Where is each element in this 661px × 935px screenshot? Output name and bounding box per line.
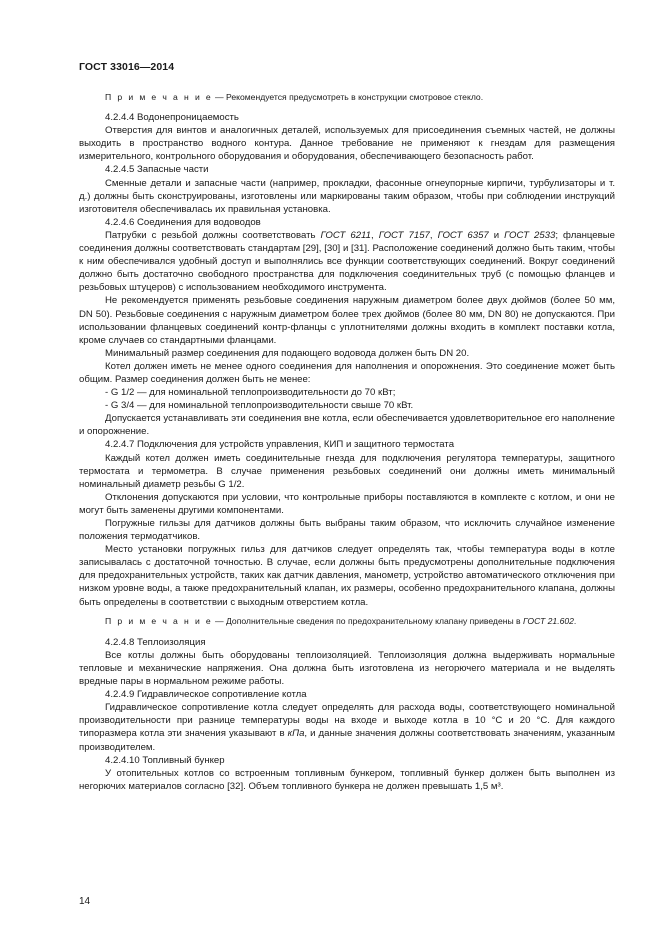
text-span: , и данные значения должны соответствовать значениям, указанным производителем. xyxy=(79,728,615,753)
section-heading: 4.2.4.10 Топливный бункер xyxy=(105,754,225,766)
document-body xyxy=(79,91,615,793)
text-span: , xyxy=(371,229,379,241)
standard-ref: ГОСТ 21.602 xyxy=(523,615,574,626)
section-heading: 4.2.4.4 Водонепроницаемость xyxy=(105,112,239,124)
list-item: - G 3/4 — для номинальной теплопроизводительности свыше 70 кВт. xyxy=(105,400,414,412)
paragraph xyxy=(79,701,615,753)
note xyxy=(79,615,615,628)
unit: кПа xyxy=(287,728,305,740)
paragraph: Минимальный размер соединения для подающего водовода должен быть DN 20. xyxy=(105,347,470,359)
text-span: Гидравлическое сопротивление котла следует определять для расхода воды, соответствующего номинальной производительности при разнице температуры воды на входе и выходе котла в 10 °С и 20 °С. Для каждого типоразмера котла эти значения указывают в xyxy=(79,702,615,740)
paragraph: Отклонения допускаются при условии, что контрольные приборы поставляются в комплекте с котлом, и они не могут быть заменены другими компонентами. xyxy=(79,491,615,516)
standard-ref: ГОСТ 2533 xyxy=(504,229,556,241)
paragraph: Все котлы должны быть оборудованы теплоизоляцией. Теплоизоляция должна выдерживать нормальные тепловые и механические напряжения. Она должна быть изготовлена из негорючего материала и не выделять вредные пары в нормальном режиме работы. xyxy=(79,649,615,688)
text-span: ; фланцевые соединения должны соответствовать стандартам [29], [30] и [31]. Расположение соединений должно быть таким, чтобы к ним обеспечивался удобный доступ и выполнялись все функции соответствующих соединений. Вокруг соединений должно быть достаточно свободного пространства для подключения соединительных труб (с помощью фланцев и резьбовых штуцеров) с использованием необходимого инструмента. xyxy=(79,229,615,294)
text-span: и xyxy=(488,229,505,241)
section-heading: 4.2.4.8 Теплоизоляция xyxy=(105,636,206,648)
standard-ref: ГОСТ 7157 xyxy=(378,229,430,241)
note-text: — Дополнительные сведения по предохранительному клапану приведены в xyxy=(212,615,523,626)
list-item: - G 1/2 — для номинальной теплопроизводительности до 70 кВт; xyxy=(105,387,396,399)
paragraph xyxy=(79,229,615,294)
paragraph: Каждый котел должен иметь соединительные гнезда для подключения регулятора температуры, защитного термостата и термометра. В случае применения резьбовых соединений они должны иметь минимальный номинальный диаметр резьбы G 1/2. xyxy=(79,452,615,490)
paragraph: Не рекомендуется применять резьбовые соединения наружным диаметром более двух дюймов (более 50 мм, DN 50). Резьбовые соединения с наружным диаметром более трех дюймов (более 80 мм, DN 80) не допускаются. При использовании фланцевых соединений контр-фланцы с уплотнителями должны входить в комплект поставки котла, кроме случаев со стандартными фланцами. xyxy=(79,295,615,346)
note-label: П р и м е ч а н и е xyxy=(105,92,213,102)
text-span: Патрубки с резьбой должны соответствовать xyxy=(105,229,321,241)
document-header: ГОСТ 33016—2014 xyxy=(79,61,175,73)
paragraph: Погружные гильзы для датчиков должны быть выбраны таким образом, что исключить случайное изменение положения термодатчиков. xyxy=(79,518,615,543)
standard-ref: ГОСТ 6357 xyxy=(437,229,489,241)
paragraph: Котел должен иметь не менее одного соединения для наполнения и опорожнения. Это соединение может быть общим. Размер соединения должен быть не менее: xyxy=(79,360,615,385)
paragraph: Допускается устанавливать эти соединения вне котла, если обеспечивается удовлетворительное его наполнение и опорожнение. xyxy=(79,413,615,438)
note xyxy=(79,91,615,104)
section-heading: 4.2.4.9 Гидравлическое сопротивление котла xyxy=(105,689,307,701)
paragraph: Отверстия для винтов и аналогичных деталей, используемых для присоединения съемных частей, не должны выходить в пространство водного контура. Данное требование не применяют к гнездам для размещения измерительного, контрольного оборудования и оборудования, обеспечивающего безопасность работ. xyxy=(79,125,615,163)
note-label: П р и м е ч а н и е xyxy=(105,615,213,626)
paragraph: Сменные детали и запасные части (например, прокладки, фасонные огнеупорные кирпичи, турбулизаторы и т. д.) должны быть сконструированы, изготовлены или маркированы таким образом, чтобы при соблюдении инструкций изготовителя обеспечивалась их правильная установка. xyxy=(79,177,615,215)
section-heading: 4.2.4.6 Соединения для водоводов xyxy=(105,216,261,228)
section-heading: 4.2.4.7 Подключения для устройств управления, КИП и защитного термостата xyxy=(105,439,455,451)
note-text: — Рекомендуется предусмотреть в конструкции смотровое стекло. xyxy=(212,92,484,102)
paragraph: У отопительных котлов со встроенным топливным бункером, топливный бункер должен быть выполнен из негорючих материалов согласно [32]. Объем топливного бункера не должен превышать 1,5 м³. xyxy=(79,767,615,792)
text-span: , xyxy=(429,229,438,241)
section-heading: 4.2.4.5 Запасные части xyxy=(105,164,209,176)
page-number: 14 xyxy=(79,896,91,907)
paragraph: Место установки погружных гильз для датчиков следует определять так, чтобы температура воды в котле записывалась с достаточной точностью. В случае, если должны быть предусмотрены дополнительные подключения для предохранительных устройств, таких как датчик давления, манометр, устройство автоматического отключения при низком уровне воды, а также предохранительный клапан, их размеры, особенно предохранительного клапана, должны быть определены в соответствии с выходным отверстием котла. xyxy=(79,544,615,608)
note-text: . xyxy=(573,615,577,626)
standard-ref: ГОСТ 6211 xyxy=(320,229,371,241)
